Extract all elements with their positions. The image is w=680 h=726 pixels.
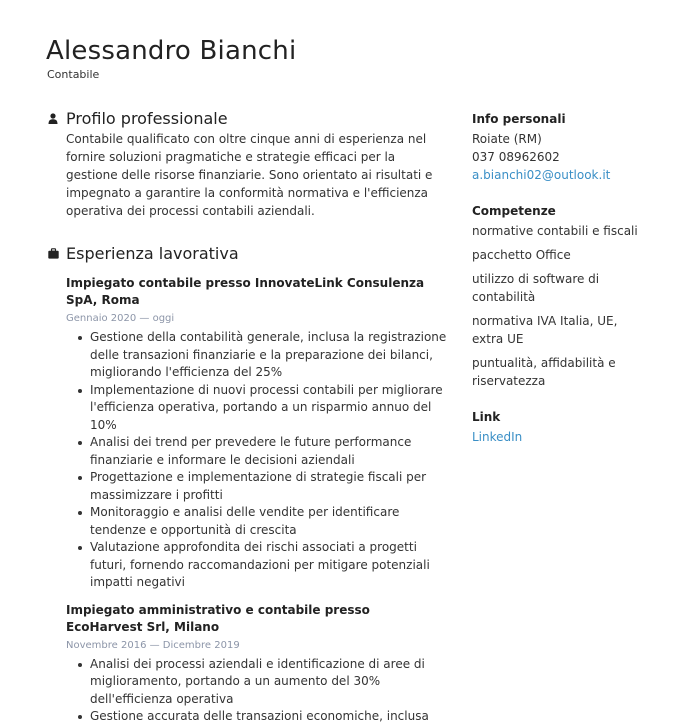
job-dates: Novembre 2016 — Dicembre 2019 [66, 639, 240, 651]
job-entry [66, 602, 448, 726]
job-dates: Gennaio 2020 — oggi [66, 313, 175, 324]
skill-item: normativa IVA Italia, UE, extra UE [472, 314, 618, 346]
job-bullet-item: Implementazione di nuovi processi contabili per migliorare l'efficienza operativa, portando a un risparmio annuo del 10% [66, 382, 448, 435]
person-icon [48, 113, 66, 124]
profile-section-header [48, 106, 448, 130]
job-bullets [66, 656, 448, 726]
profile-section [48, 106, 448, 220]
linkedin-link[interactable]: LinkedIn [472, 430, 523, 444]
skill-item: puntualità, affidabilità e riservatezza [472, 356, 616, 388]
sidebar [472, 110, 650, 464]
job-bullet-item: Analisi dei trend per prevedere le future performance finanziarie e informare le decisioni aziendali [66, 434, 448, 469]
experience-section-title: Esperienza lavorativa [66, 243, 239, 263]
resume-role: Contabile [47, 68, 100, 81]
skill-item: normative contabili e fiscali [472, 224, 638, 238]
skills-block [472, 202, 650, 390]
job-title: Impiegato amministrativo e contabile presso EcoHarvest Srl, Milano [66, 602, 370, 634]
job-bullet-item: Monitoraggio e analisi delle vendite per identificare tendenze e opportunità di crescita [66, 504, 448, 539]
job-title: Impiegato contabile presso InnovateLink Consulenza SpA, Roma [66, 276, 425, 307]
briefcase-icon [48, 248, 66, 259]
job-bullet-item: Gestione accurata delle transazioni economiche, inclusa [66, 708, 448, 726]
personal-info-title: Info personali [472, 112, 566, 126]
main-column [48, 106, 448, 726]
job-bullet-item: Gestione della contabilità generale, inclusa la registrazione delle transazioni finanziarie e la preparazione dei bilanci, migliorando l'efficienza del 25% [66, 329, 448, 382]
experience-section-header [48, 241, 448, 265]
job-bullet-item: Analisi dei processi aziendali e identificazione di aree di miglioramento, portando a un aumento del 30% dell'efficienza operativa [66, 656, 448, 709]
skills-list [472, 222, 650, 390]
job-bullet-item: Valutazione approfondita dei rischi associati a progetti futuri, fornendo raccomandazioni per mitigare potenziali impatti negativi [66, 539, 448, 592]
resume-name: Alessandro Bianchi [46, 36, 297, 66]
email-link[interactable]: a.bianchi02@outlook.it [472, 168, 611, 182]
job-entry [66, 275, 448, 592]
location-text: Roiate (RM) [472, 132, 542, 146]
profile-summary: Contabile qualificato con oltre cinque anni di esperienza nel fornire soluzioni pragmatiche e strategie efficaci per la gestione delle risorse finanziarie. Sono orientato ai risultati e impegnato a garantire la conformità normativa e l'efficienza operativa dei processi contabili aziendali. [66, 132, 433, 218]
links-list [472, 428, 650, 446]
job-bullet-item: Progettazione e implementazione di strategie fiscali per massimizzare i profitti [66, 469, 448, 504]
jobs-list [66, 275, 448, 726]
skill-item: utilizzo di software di contabilità [472, 272, 600, 304]
personal-info-block [472, 110, 650, 184]
links-title: Link [472, 410, 501, 424]
job-bullets [66, 329, 448, 592]
experience-section [48, 241, 448, 726]
skills-title: Competenze [472, 204, 556, 218]
phone-text: 037 08962602 [472, 150, 560, 164]
profile-section-title: Profilo professionale [66, 108, 228, 128]
skill-item: pacchetto Office [472, 248, 571, 262]
links-block [472, 408, 650, 446]
